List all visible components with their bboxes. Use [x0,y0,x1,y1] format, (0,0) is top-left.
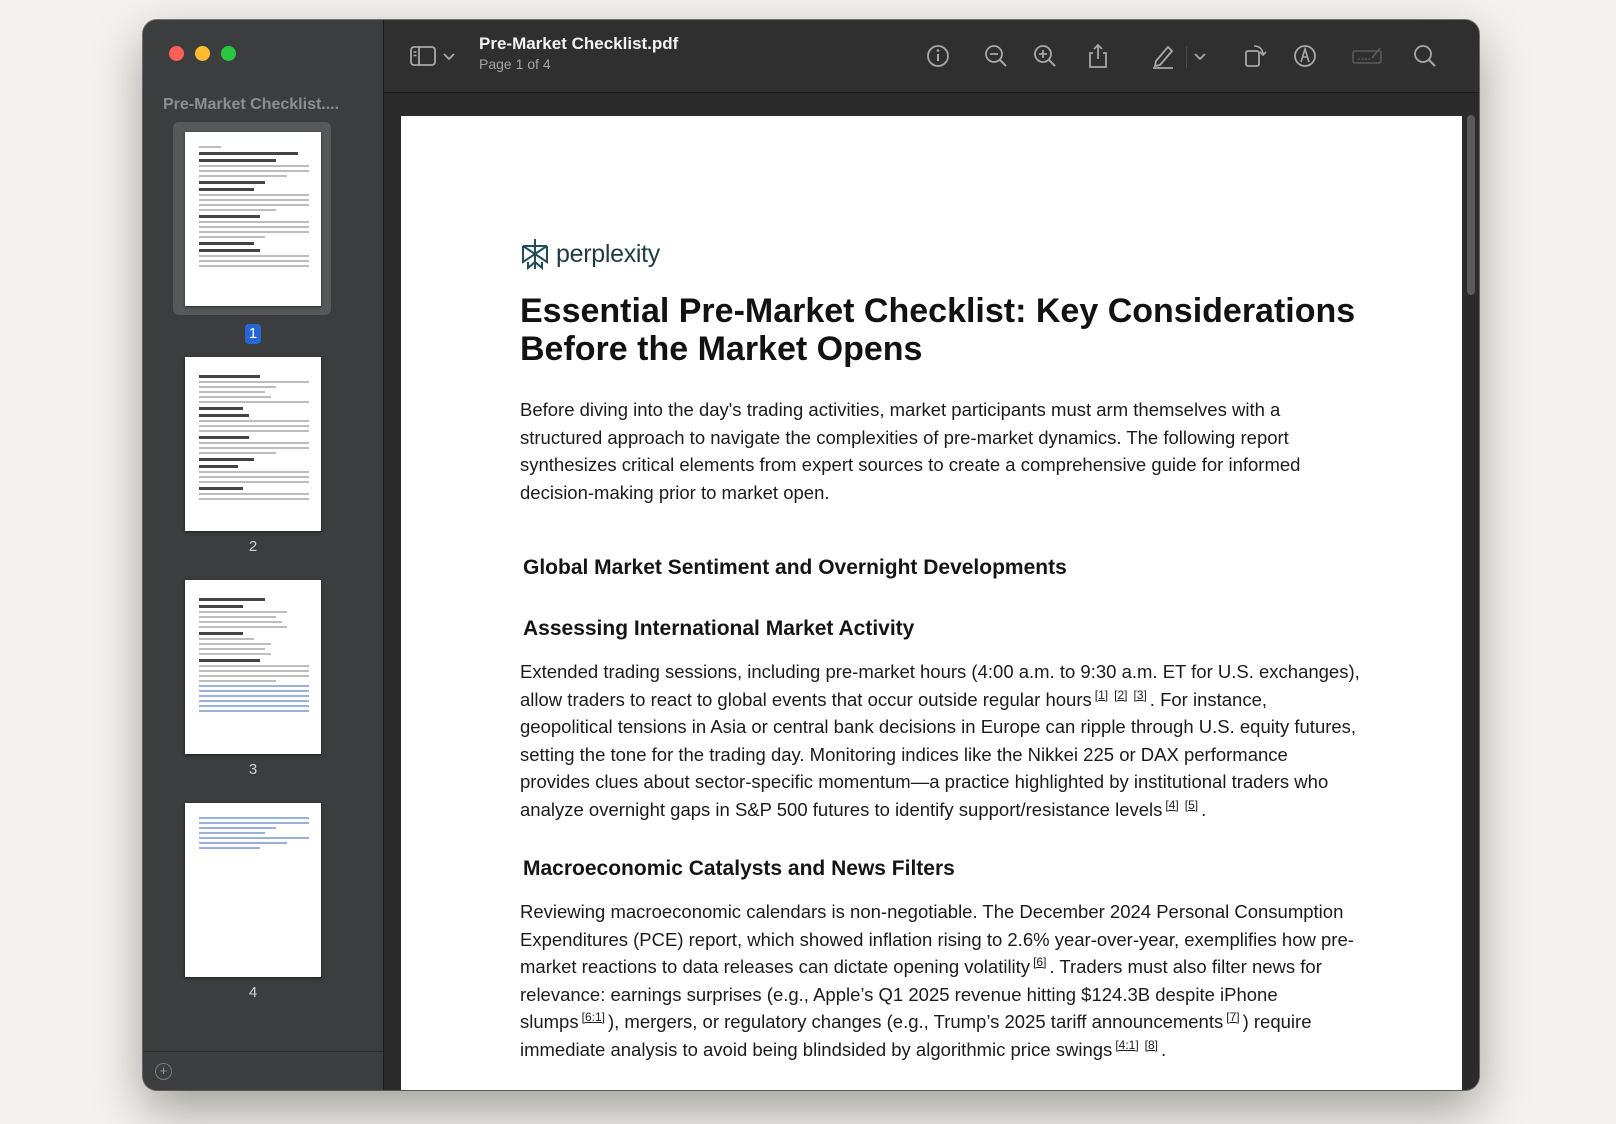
body-paragraph [520,898,1360,1063]
citation-link[interactable]: [7] [1226,1010,1240,1024]
highlight-pen-icon[interactable] [1149,42,1177,70]
citation-link[interactable]: [4] [1165,797,1179,812]
citation-link[interactable]: [2] [1114,687,1128,702]
sidebar-footer [143,1051,383,1090]
share-icon[interactable] [1084,42,1112,70]
chevron-down-icon[interactable] [1192,42,1208,70]
thumbnail-page-1[interactable] [183,132,343,342]
search-icon[interactable] [1411,42,1439,70]
preview-window [143,20,1479,1090]
page-thumbnail-image [185,580,321,754]
zoom-out-icon[interactable] [982,42,1010,70]
page-indicator: Page 1 of 4 [479,56,551,72]
subsection-heading: Macroeconomic Catalysts and News Filters [523,857,955,880]
window-controls [169,46,236,61]
vertical-scrollbar[interactable] [1467,115,1475,295]
text-run: ) require immediate analysis to avoid being blindsided by algorithmic price swings [520,1011,1312,1060]
text-run: ), mergers, or regulatory changes (e.g., Trump’s 2025 tariff announcements [607,1011,1224,1032]
citation-link[interactable]: [8] [1144,1037,1159,1052]
subsection-heading: Assessing International Market Activity [523,617,915,640]
toolbar-divider [1186,46,1187,68]
text-run: . Traders must also filter news for relevance: earnings surprises (e.g., Apple’s Q1 2025 revenue hitting $124.3B despite iPhone slumps [520,956,1322,1032]
page-thumbnail-image [185,803,321,977]
form-fill-icon[interactable] [1350,42,1384,70]
thumbnail-page-number: 4 [248,984,258,1001]
fullscreen-button[interactable] [221,46,236,61]
add-page-icon[interactable]: + [155,1063,172,1080]
thumbnail-page-number: 1 [245,324,261,344]
page-thumbnail-image [185,357,321,531]
thumbnail-page-number: 2 [248,538,258,555]
rotate-icon[interactable] [1241,42,1269,70]
document-title: Pre-Market Checklist.pdf [479,34,679,53]
sidebar-toggle-icon[interactable] [408,42,438,70]
citation-link[interactable]: [6:1] [581,1010,605,1024]
logo-wordmark: perplexity [556,239,660,268]
text-run: . [1161,1038,1167,1060]
section-heading: Global Market Sentiment and Overnight Developments [523,556,1067,579]
thumbnail-page-2[interactable] [183,357,343,555]
text-run: . [1201,798,1207,820]
text-run: Reviewing macroeconomic calendars is non-negotiable. The December 2024 Personal Consumption Expenditures (PCE) report, which showed inflation rising to 2.6% year-over-year, exemplifies how pre-market reactions to data releases can dictate opening volatility [520,901,1354,977]
citation-link[interactable]: [1] [1094,687,1109,702]
text-run: Extended trading sessions, including pre-market hours (4:00 a.m. to 9:30 a.m. ET for U.S. exchanges), allow traders to react to global events that occur outside regular hours [520,661,1360,710]
body-paragraph [520,658,1360,823]
thumbnail-page-3[interactable] [183,580,343,778]
minimize-button[interactable] [195,46,210,61]
info-icon[interactable] [924,42,952,70]
thumbnail-page-number: 3 [248,761,258,778]
markup-icon[interactable] [1291,42,1319,70]
perplexity-logo-icon [520,237,550,271]
intro-paragraph: Before diving into the day's trading activities, market participants must arm themselves with a structured approach to navigate the complexities of pre-market dynamics. The following report synthesizes critical elements from expert sources to create a comprehensive guide for informed decision-making prior to market open. [520,399,1301,503]
text-run: . For instance, geopolitical tensions in Asia or central bank decisions in Europe can ripple through U.S. equity futures, setting the tone for the trading day. Monitoring indices like the Nikkei 225 or DAX performance provides clues about sector-specific momentum—a practice highlighted by institutional traders who analyze overnight gaps in S&P 500 futures to identify support/resistance levels [520,688,1357,820]
zoom-in-icon[interactable] [1031,42,1059,70]
thumbnail-sidebar [143,20,384,1090]
thumbnail-page-4[interactable] [183,803,343,1001]
sidebar-title: Pre-Market Checklist.... [163,96,340,113]
toolbar [384,20,1479,93]
citation-link[interactable]: [3] [1133,687,1147,702]
document-heading: Essential Pre-Market Checklist: Key Considerations Before the Market Opens [520,292,1356,368]
document-view[interactable] [384,93,1479,1090]
citation-link[interactable]: [4:1] [1115,1037,1139,1052]
close-button[interactable] [169,46,184,61]
chevron-down-icon[interactable] [441,42,457,70]
perplexity-logo [520,236,1360,272]
page-thumbnail-image [185,132,321,306]
citation-link[interactable]: [6] [1033,955,1047,969]
citation-link[interactable]: [5] [1184,797,1199,812]
pdf-page [401,116,1462,1090]
